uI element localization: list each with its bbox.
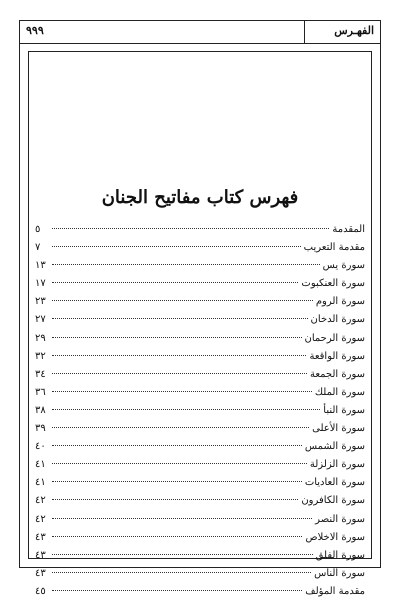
toc-entry-page-number: ٣٨ bbox=[35, 404, 46, 416]
toc-entry bbox=[35, 492, 365, 510]
toc-entry-label: سورة النصر bbox=[315, 513, 365, 525]
dot-leader bbox=[52, 426, 309, 428]
toc-entry-label: مقدمة التعريب bbox=[303, 242, 365, 254]
toc-entry bbox=[35, 257, 365, 275]
running-header bbox=[20, 21, 380, 44]
toc-entry-label: سورة الملك bbox=[314, 386, 365, 398]
dot-leader bbox=[52, 444, 302, 446]
toc-entry-label: سورة الروم bbox=[315, 296, 365, 308]
header-divider bbox=[304, 21, 305, 43]
toc-entry-label: سورة الرحمان bbox=[304, 332, 365, 344]
book-page bbox=[19, 20, 381, 597]
toc-entry bbox=[35, 511, 365, 529]
toc-entry bbox=[35, 438, 365, 456]
toc-entry bbox=[35, 456, 365, 474]
dot-leader bbox=[52, 589, 302, 591]
dot-leader bbox=[52, 480, 302, 482]
header-section-title: الفهـرس bbox=[334, 24, 374, 37]
table-of-contents bbox=[35, 221, 365, 601]
toc-entry-page-number: ٧ bbox=[35, 242, 41, 254]
toc-entry-label: سورة الفلق bbox=[315, 549, 365, 561]
toc-entry-label: سورة العنكبوت bbox=[301, 278, 365, 290]
toc-entry-page-number: ٤٥ bbox=[35, 585, 46, 597]
toc-entry-page-number: ١٣ bbox=[35, 260, 46, 272]
toc-entry-label: سورة النبأ bbox=[323, 404, 365, 416]
toc-entry bbox=[35, 547, 365, 565]
toc-entry-page-number: ٤٣ bbox=[35, 531, 46, 543]
dot-leader bbox=[52, 535, 302, 537]
toc-entry-label: مقدمة المؤلف bbox=[305, 585, 365, 597]
toc-entry-label: سورة الأعلى bbox=[312, 423, 365, 435]
toc-entry-page-number: ٤١ bbox=[35, 477, 46, 489]
dot-leader bbox=[52, 281, 298, 283]
toc-entry bbox=[35, 529, 365, 547]
toc-entry-label: المقدمة bbox=[332, 224, 365, 235]
toc-entry bbox=[35, 420, 365, 438]
dot-leader bbox=[52, 498, 298, 500]
dot-leader bbox=[52, 571, 311, 573]
dot-leader bbox=[52, 227, 329, 229]
toc-entry bbox=[35, 366, 365, 384]
toc-entry-label: سورة الجمعة bbox=[309, 368, 365, 380]
toc-entry-page-number: ٣٤ bbox=[35, 368, 46, 380]
toc-entry-page-number: ٢٣ bbox=[35, 296, 46, 308]
toc-entry-page-number: ١٧ bbox=[35, 278, 46, 290]
toc-entry-page-number: ٤٣ bbox=[35, 549, 46, 561]
dot-leader bbox=[52, 553, 313, 555]
toc-entry-page-number: ٤١ bbox=[35, 459, 46, 471]
toc-entry-page-number: ٤٣ bbox=[35, 567, 46, 579]
toc-entry bbox=[35, 311, 365, 329]
toc-entry-page-number: ٥ bbox=[35, 224, 41, 235]
toc-entry bbox=[35, 275, 365, 293]
dot-leader bbox=[52, 372, 307, 374]
dot-leader bbox=[52, 517, 312, 519]
dot-leader bbox=[52, 245, 301, 247]
dot-leader bbox=[52, 354, 306, 356]
toc-entry-label: سورة الكافرون bbox=[301, 495, 365, 507]
dot-leader bbox=[52, 462, 307, 464]
page-title: فهرس كتاب مفاتيح الجنان bbox=[101, 187, 299, 208]
toc-entry-page-number: ٤٠ bbox=[35, 441, 46, 453]
toc-entry-label: سورة الواقعة bbox=[309, 350, 365, 362]
dot-leader bbox=[52, 408, 320, 410]
toc-entry-label: سورة الزلزلة bbox=[309, 459, 365, 471]
content-frame bbox=[28, 51, 372, 597]
dot-leader bbox=[52, 390, 312, 392]
toc-entry-page-number: ٢٧ bbox=[35, 314, 46, 326]
toc-entry bbox=[35, 221, 365, 239]
toc-entry-page-number: ٣٩ bbox=[35, 423, 46, 435]
toc-entry bbox=[35, 402, 365, 420]
toc-entry bbox=[35, 565, 365, 583]
toc-entry-page-number: ٣٦ bbox=[35, 386, 46, 398]
toc-entry bbox=[35, 239, 365, 257]
toc-entry-label: سورة الاخلاص bbox=[305, 531, 365, 543]
toc-entry bbox=[35, 474, 365, 492]
dot-leader bbox=[52, 317, 308, 319]
toc-entry-label: سورة العاديات bbox=[304, 477, 365, 489]
dot-leader bbox=[52, 299, 313, 301]
toc-entry bbox=[35, 384, 365, 402]
header-page-number: ٩٩٩ bbox=[26, 24, 44, 37]
toc-entry bbox=[35, 583, 365, 601]
toc-entry-page-number: ٣٢ bbox=[35, 350, 46, 362]
toc-entry-label: سورة الشمس bbox=[304, 441, 365, 453]
toc-entry bbox=[35, 293, 365, 311]
toc-entry-page-number: ٢٩ bbox=[35, 332, 46, 344]
toc-entry-label: سورة يس bbox=[322, 260, 365, 272]
toc-entry bbox=[35, 348, 365, 366]
toc-entry-label: سورة الناس bbox=[314, 567, 365, 579]
toc-entry-page-number: ٤٢ bbox=[35, 513, 46, 525]
dot-leader bbox=[52, 336, 302, 338]
toc-entry-page-number: ٤٢ bbox=[35, 495, 46, 507]
toc-entry bbox=[35, 330, 365, 348]
toc-entry-label: سورة الدخان bbox=[310, 314, 365, 326]
dot-leader bbox=[52, 263, 320, 265]
